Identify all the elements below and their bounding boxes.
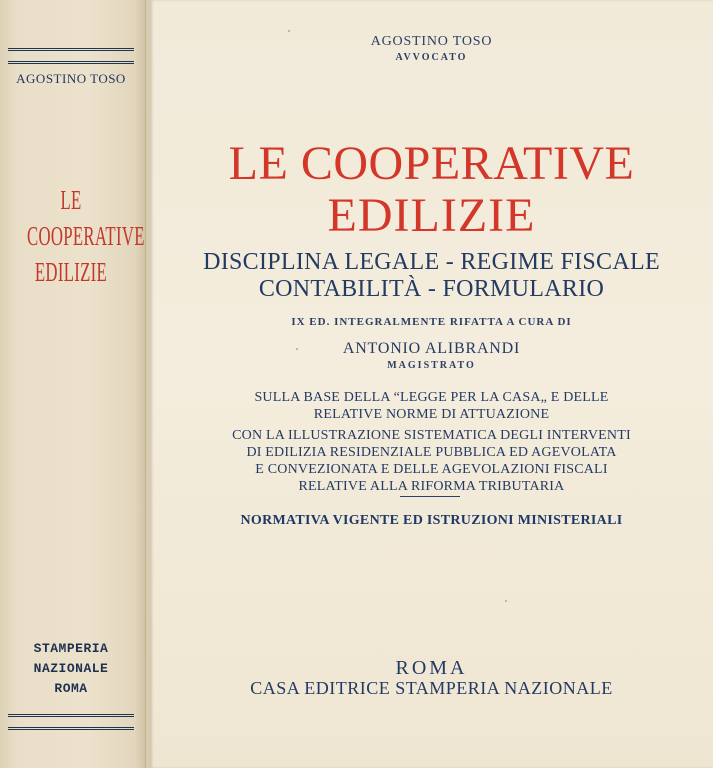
- edition-note: IX ED. INTEGRALMENTE RIFATTA A CURA DI: [291, 316, 572, 328]
- separator-rule: [400, 496, 460, 497]
- normativa-line: NORMATIVA VIGENTE ED ISTRUZIONI MINISTERIALI: [240, 513, 623, 528]
- paper-speck: [296, 348, 298, 350]
- publisher-name: CASA EDITRICE STAMPERIA NAZIONALE: [250, 678, 613, 698]
- spine-publisher-line: NAZIONALE: [33, 661, 109, 676]
- cover-author: AGOSTINO TOSO: [370, 34, 493, 49]
- cover-subtitle-line-1: DISCIPLINA LEGALE - REGIME FISCALE: [203, 249, 660, 275]
- title-page: [150, 0, 713, 768]
- publication-city: ROMA: [395, 657, 468, 679]
- editor-role: MAGISTRATO: [387, 360, 476, 371]
- description-line: RELATIVE ALLA RIFORMA TRIBUTARIA: [298, 479, 565, 494]
- spine-publisher: [0, 639, 142, 699]
- spine-title-line: LE: [60, 185, 82, 215]
- description-line: DI EDILIZIA RESIDENZIALE PUBBLICA ED AGEVOLATA: [246, 445, 617, 460]
- paper-speck: [288, 30, 290, 32]
- cover-title-line-2: EDILIZIE: [327, 189, 536, 242]
- cover-author-role: AVVOCATO: [395, 52, 468, 63]
- book-spine: [0, 0, 146, 768]
- spine-publisher-line: ROMA: [54, 681, 88, 696]
- spine-top-rule: [8, 48, 134, 51]
- paper-speck: [505, 600, 507, 602]
- description-line: RELATIVE NORME DI ATTUAZIONE: [313, 407, 550, 422]
- description-line: E CONVEZIONATA E DELLE AGEVOLAZIONI FISCALI: [255, 462, 608, 477]
- spine-title-line: EDILIZIE: [34, 257, 108, 287]
- description-line: CON LA ILLUSTRAZIONE SISTEMATICA DEGLI INTERVENTI: [232, 428, 631, 443]
- cover-subtitle-line-2: CONTABILITÀ - FORMULARIO: [258, 276, 605, 302]
- spine-publisher-line: STAMPERIA: [33, 641, 109, 656]
- spine-title-line: COOPERATIVE: [26, 221, 145, 251]
- spine-title: [26, 182, 145, 290]
- editor-name: ANTONIO ALIBRANDI: [342, 340, 521, 357]
- spine-top-rule-lower: [8, 61, 134, 64]
- description-line: SULLA BASE DELLA “LEGGE PER LA CASA„ E DELLE: [254, 390, 609, 405]
- cover-title-line-1: LE COOPERATIVE: [228, 137, 635, 190]
- spine-bottom-rule: [8, 714, 134, 717]
- spine-author: AGOSTINO TOSO: [16, 71, 126, 86]
- spine-bottom-rule-lower: [8, 727, 134, 730]
